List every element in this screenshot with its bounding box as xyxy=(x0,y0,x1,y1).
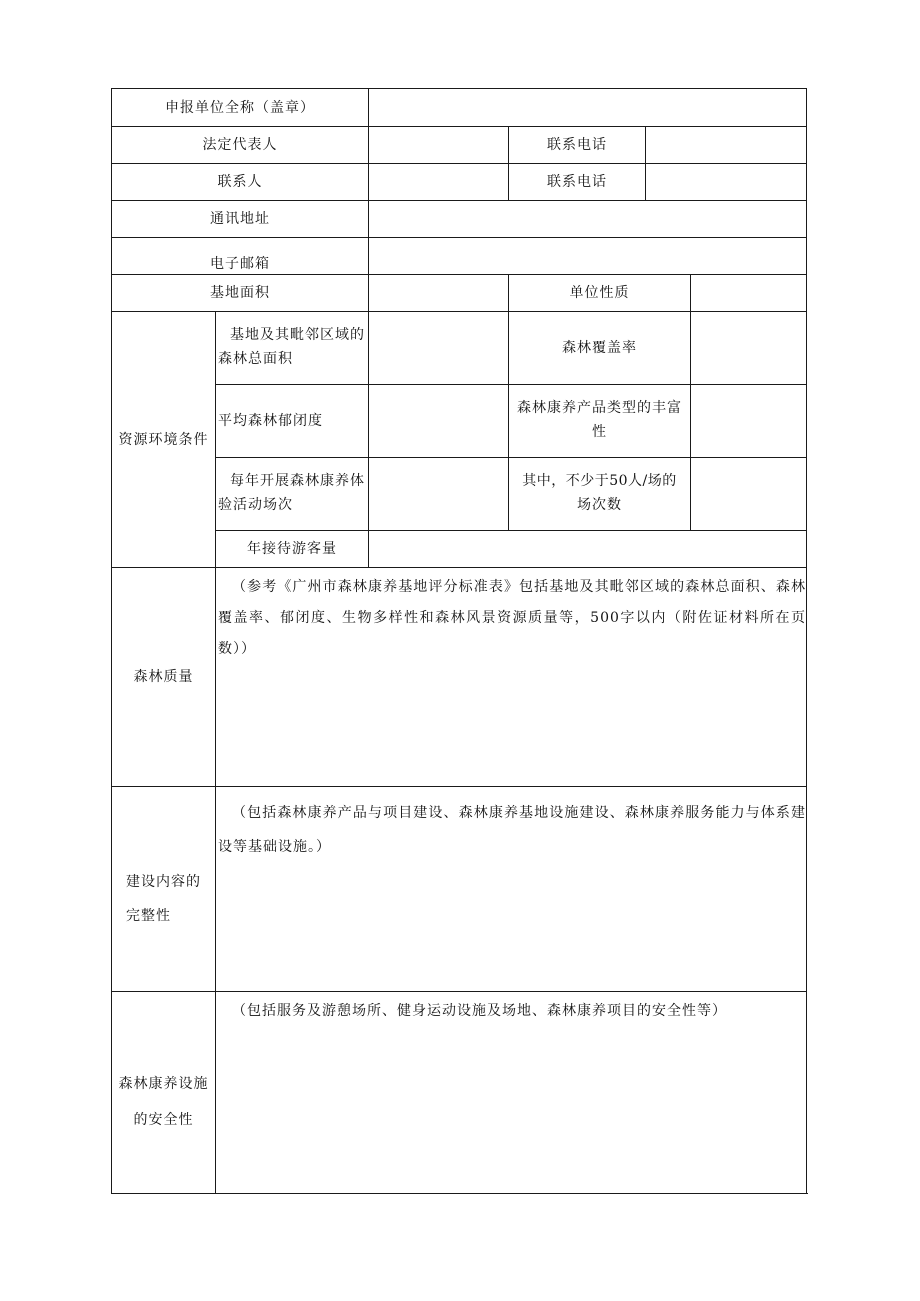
base-area-label: 基地面积 xyxy=(210,285,270,301)
product-richness-field[interactable] xyxy=(691,385,806,457)
product-richness-label-line2: 性 xyxy=(592,424,607,440)
base-area-field[interactable] xyxy=(369,275,508,311)
product-richness-label-line1: 森林康养产品类型的丰富 xyxy=(517,400,682,416)
rule xyxy=(806,88,807,1194)
forest-area-label-line1: 基地及其毗邻区域的 xyxy=(230,327,365,343)
phone-field[interactable] xyxy=(646,164,806,200)
annual-activities-label-line1: 每年开展森林康养体 xyxy=(230,473,365,489)
phone-label: 联系电话 xyxy=(547,137,607,153)
annual-activities-field[interactable] xyxy=(369,458,508,530)
large-events-label xyxy=(509,469,690,529)
unit-nature-field[interactable] xyxy=(691,275,806,311)
mailing-address-field[interactable] xyxy=(369,201,806,237)
forest-quality-label: 森林质量 xyxy=(133,669,194,685)
forest-coverage-label: 森林覆盖率 xyxy=(562,340,637,356)
construction-hint[interactable]: （包括森林康养产品与项目建设、森林康养基地设施建设、森林康养服务能力与体系建设等基础设施。） xyxy=(218,805,806,855)
annual-activities-label xyxy=(218,469,368,529)
construction-label-line2: 完整性 xyxy=(126,908,171,924)
contact-person-label: 联系人 xyxy=(217,174,263,190)
annual-visitors-label: 年接待游客量 xyxy=(247,541,337,557)
forest-area-field[interactable] xyxy=(369,312,508,384)
construction-label-line1: 建设内容的 xyxy=(126,874,201,890)
legal-representative-field[interactable] xyxy=(369,127,508,163)
resources-section-label: 资源环境条件 xyxy=(118,431,209,448)
forest-coverage-field[interactable] xyxy=(691,312,806,384)
large-events-label-line2: 场次数 xyxy=(577,497,622,513)
email-field[interactable] xyxy=(369,238,806,274)
canopy-density-label: 平均森林郁闭度 xyxy=(218,413,323,429)
phone-field[interactable] xyxy=(646,127,806,163)
unit-nature-label: 单位性质 xyxy=(569,285,630,301)
safety-label-line2: 的安全性 xyxy=(133,1112,194,1128)
safety-label-line1: 森林康养设施 xyxy=(118,1076,209,1092)
annual-activities-label-line2: 验活动场次 xyxy=(218,497,293,513)
product-richness-label xyxy=(509,396,690,456)
large-events-field[interactable] xyxy=(691,458,806,530)
forest-area-label xyxy=(218,323,368,383)
mailing-address-label: 通讯地址 xyxy=(210,211,270,227)
applicant-name-label: 申报单位全称（盖章） xyxy=(165,99,315,116)
contact-person-field[interactable] xyxy=(369,164,508,200)
canopy-density-field[interactable] xyxy=(369,385,508,457)
construction-label xyxy=(126,865,214,925)
annual-visitors-field[interactable] xyxy=(369,531,806,567)
forest-area-label-line2: 森林总面积 xyxy=(218,351,293,367)
phone-label: 联系电话 xyxy=(547,174,607,190)
large-events-label-line1: 其中，不少于50人/场的 xyxy=(522,473,677,489)
safety-hint[interactable]: （包括服务及游憩场所、健身运动设施及场地、森林康养项目的安全性等） xyxy=(232,1003,727,1019)
safety-label xyxy=(112,1066,215,1126)
email-label: 电子邮箱 xyxy=(210,256,270,272)
rule xyxy=(215,311,216,1194)
forest-quality-hint[interactable]: （参考《广州市森林康养基地评分标准表》包括基地及其毗邻区域的森林总面积、森林覆盖率、郁闭度、生物多样性和森林风景资源质量等，500字以内（附佐证材料所在页数）） xyxy=(218,579,806,657)
applicant-name-field[interactable] xyxy=(369,89,806,126)
legal-representative-label: 法定代表人 xyxy=(202,137,278,153)
